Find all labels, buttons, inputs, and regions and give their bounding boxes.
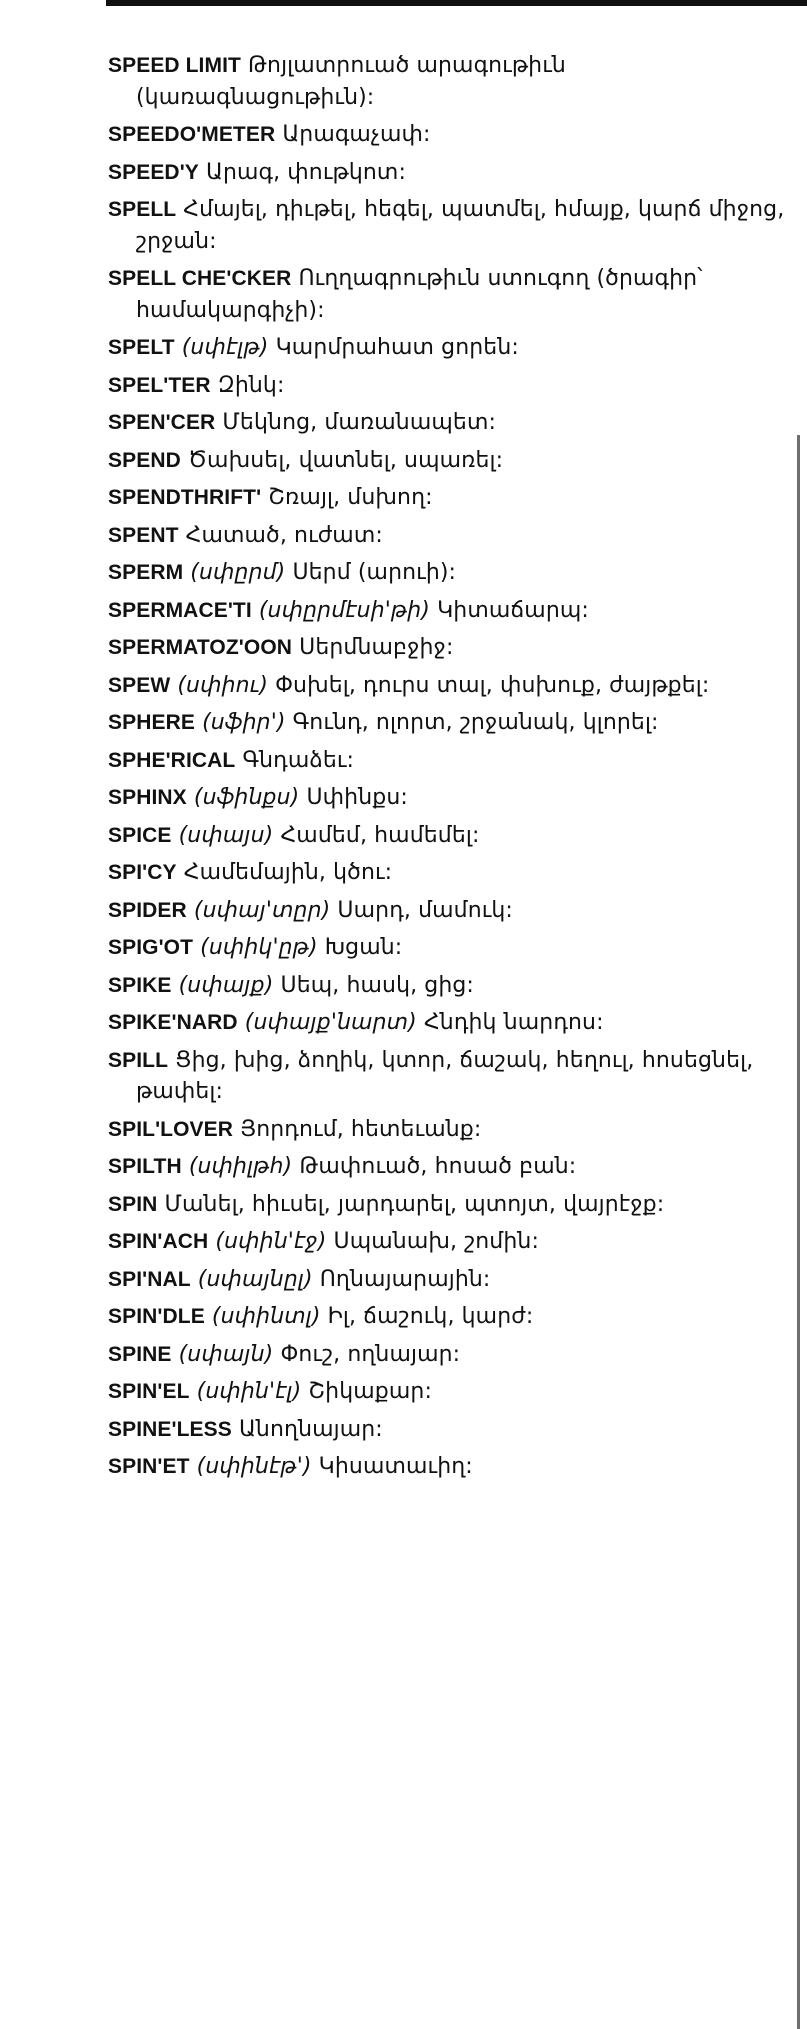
dictionary-entry bbox=[108, 194, 790, 257]
entry-pronunciation: (սփայք'նարտ) bbox=[244, 1010, 417, 1035]
dictionary-entry bbox=[108, 595, 790, 627]
entry-pronunciation: (սֆիր') bbox=[202, 710, 286, 735]
dictionary-entry bbox=[108, 670, 790, 702]
entry-headword: SPEL'TER bbox=[108, 373, 211, 397]
entry-headword: SPINE'LESS bbox=[108, 1417, 232, 1441]
dictionary-entry bbox=[108, 745, 790, 777]
dictionary-entry bbox=[108, 1451, 790, 1483]
dictionary-entry bbox=[108, 1339, 790, 1371]
entry-definition: Ողնայարային: bbox=[319, 1266, 491, 1292]
dictionary-entry bbox=[108, 1264, 790, 1296]
dictionary-entry bbox=[108, 1414, 790, 1446]
entry-headword: SPIN bbox=[108, 1192, 158, 1216]
entry-pronunciation: (սփայք) bbox=[178, 972, 274, 998]
dictionary-entry bbox=[108, 119, 790, 151]
entry-pronunciation: (սփին'էջ) bbox=[215, 1229, 327, 1254]
entry-pronunciation: (սփըրմ) bbox=[190, 560, 286, 585]
entry-definition: Շիկաքար: bbox=[308, 1379, 432, 1404]
entry-headword: SPILTH bbox=[108, 1155, 182, 1178]
entry-definition: Կիտաճարպ: bbox=[437, 597, 589, 623]
entry-definition: Գնդաձեւ: bbox=[242, 747, 355, 773]
entry-definition: Հատած, ուժատ: bbox=[185, 522, 383, 548]
entry-definition: Սեպ, հասկ, ցից: bbox=[280, 972, 474, 998]
entry-headword: SPELL CHE'CKER bbox=[108, 267, 292, 290]
entry-headword: SPIN'ACH bbox=[108, 1230, 209, 1253]
dictionary-entry bbox=[108, 970, 790, 1002]
entry-headword: SPEN'CER bbox=[108, 411, 216, 434]
entry-headword: SPICE bbox=[108, 823, 172, 847]
entry-definition: Մանել, հիւսել, յարդարել, պտոյտ, վայրէջք: bbox=[164, 1191, 665, 1217]
entry-definition: Համեմային, կծու: bbox=[183, 860, 393, 885]
entry-headword: SPIKE bbox=[108, 973, 172, 997]
dictionary-entry bbox=[108, 1376, 790, 1408]
dictionary-entry bbox=[108, 782, 790, 814]
entry-definition: Շռայլ, մսխող: bbox=[268, 485, 433, 510]
entry-headword: SPERM bbox=[108, 561, 184, 584]
entry-definition: Հնդիկ նարդոս: bbox=[423, 1010, 604, 1035]
dictionary-entry bbox=[108, 1226, 790, 1258]
entry-pronunciation: (սփայնըլ) bbox=[197, 1266, 313, 1292]
entry-definition: Սերմ (արուի): bbox=[292, 560, 457, 585]
entry-headword: SPEND bbox=[108, 448, 181, 472]
entry-pronunciation: (սփիու) bbox=[177, 672, 269, 698]
dictionary-entry bbox=[108, 820, 790, 852]
entry-pronunciation: (սփըրմէսի'թի) bbox=[258, 597, 430, 623]
entry-headword: SPIKE'NARD bbox=[108, 1011, 238, 1034]
entry-pronunciation: (սփին'էլ) bbox=[196, 1379, 302, 1404]
column-rule bbox=[797, 435, 800, 2029]
entry-headword: SPI'NAL bbox=[108, 1267, 191, 1291]
entry-headword: SPIN'ET bbox=[108, 1455, 190, 1478]
dictionary-entry bbox=[108, 1151, 790, 1183]
entry-definition: Ուղղագրութիւն ստուգող (ծրագիր՝ համակարգիչի): bbox=[136, 266, 703, 323]
entry-definition: Համեմ, համեմել: bbox=[280, 822, 480, 848]
entry-definition: Գունդ, ոլորտ, շրջանակ, կլորել: bbox=[292, 710, 659, 735]
entry-headword: SPIL'LOVER bbox=[108, 1117, 234, 1141]
dictionary-entry bbox=[108, 557, 790, 589]
entry-definition: Մեկնոց, մառանապետ: bbox=[222, 410, 496, 435]
dictionary-column bbox=[108, 50, 790, 1489]
entry-definition: Արագաչափ: bbox=[282, 122, 431, 147]
entry-headword: SPHINX bbox=[108, 786, 187, 809]
entry-pronunciation: (սփայ'տըր) bbox=[193, 897, 331, 923]
entry-definition: Փսխել, դուրս տալ, փսխուք, ժայթքել: bbox=[275, 672, 710, 698]
top-rule bbox=[106, 0, 807, 6]
dictionary-entry bbox=[108, 50, 790, 113]
dictionary-entry bbox=[108, 707, 790, 739]
entry-pronunciation: (սփիկ'ըթ) bbox=[200, 935, 318, 960]
entry-headword: SPEEDO'METER bbox=[108, 123, 276, 146]
entry-headword: SPERMATOZ'OON bbox=[108, 636, 293, 659]
entry-pronunciation: (սփայս) bbox=[178, 822, 274, 848]
entry-definition: Ծախսել, վատնել, սպառել: bbox=[187, 447, 504, 473]
entry-headword: SPELL bbox=[108, 198, 177, 221]
entry-definition: Կիսատաւիղ: bbox=[318, 1454, 473, 1479]
entry-pronunciation: (սփինէթ') bbox=[196, 1454, 312, 1479]
entry-headword: SPINE bbox=[108, 1342, 172, 1366]
entry-headword: SPIG'OT bbox=[108, 936, 194, 959]
entry-definition: Խցան: bbox=[324, 935, 403, 960]
dictionary-entry bbox=[108, 445, 790, 477]
entry-headword: SPEW bbox=[108, 673, 171, 697]
dictionary-entry bbox=[108, 520, 790, 552]
dictionary-entry bbox=[108, 1114, 790, 1146]
entry-definition: Անողնայար: bbox=[238, 1416, 383, 1442]
entry-headword: SPERMACE'TI bbox=[108, 598, 252, 622]
entry-definition: Յորդում, հետեւանք: bbox=[240, 1116, 482, 1142]
dictionary-entry bbox=[108, 1189, 790, 1221]
entry-definition: Թափուած, հոսած բան: bbox=[299, 1154, 577, 1179]
entry-definition: Թոյլատրուած արագութիւն (կառագնացութիւն): bbox=[136, 53, 566, 110]
dictionary-entry bbox=[108, 332, 790, 364]
entry-pronunciation: (սփէլթ) bbox=[181, 335, 269, 360]
entry-definition: Փուշ, ողնայար: bbox=[280, 1341, 461, 1367]
dictionary-entry bbox=[108, 857, 790, 889]
entry-headword: SPENT bbox=[108, 523, 179, 547]
entry-headword: SPENDTHRIFT' bbox=[108, 486, 262, 509]
entry-definition: Սպանախ, շոմին: bbox=[333, 1229, 539, 1254]
entry-definition: Սփինքս: bbox=[306, 785, 408, 810]
entry-definition: Սերմնաբջիջ: bbox=[299, 635, 454, 660]
entry-pronunciation: (սֆինքս) bbox=[193, 785, 300, 810]
dictionary-entry bbox=[108, 157, 790, 189]
dictionary-entry bbox=[108, 632, 790, 664]
dictionary-entry bbox=[108, 263, 790, 326]
entry-headword: SPILL bbox=[108, 1048, 169, 1072]
dictionary-entry bbox=[108, 1301, 790, 1333]
entry-definition: Հմայել, դիւթել, հեգել, պատմել, հմայք, կարճ միջոց, շրջան: bbox=[136, 197, 785, 254]
entry-headword: SPHERE bbox=[108, 711, 195, 734]
dictionary-entry bbox=[108, 407, 790, 439]
dictionary-entry bbox=[108, 895, 790, 927]
entry-definition: Արագ, փութկոտ: bbox=[206, 159, 406, 185]
entry-headword: SPEED'Y bbox=[108, 160, 199, 184]
entry-pronunciation: (սփայն) bbox=[178, 1341, 274, 1367]
dictionary-entry bbox=[108, 482, 790, 514]
entry-headword: SPHE'RICAL bbox=[108, 748, 236, 772]
entry-definition: Ցից, խից, ձողիկ, կտոր, ճաշակ, հեղուլ, հոսեցնել, թափել: bbox=[136, 1047, 754, 1104]
entry-headword: SPI'CY bbox=[108, 861, 177, 884]
entry-pronunciation: (սփիլթհ) bbox=[188, 1154, 293, 1179]
entry-definition: Զինկ: bbox=[217, 372, 285, 398]
entry-headword: SPIDER bbox=[108, 898, 187, 922]
entry-definition: Իլ, ճաշուկ, կարժ: bbox=[327, 1304, 534, 1329]
entry-headword: SPEED LIMIT bbox=[108, 54, 241, 77]
entry-headword: SPIN'EL bbox=[108, 1380, 190, 1403]
dictionary-entry bbox=[108, 932, 790, 964]
entry-headword: SPIN'DLE bbox=[108, 1305, 205, 1328]
entry-definition: Կարմրահատ ցորեն: bbox=[275, 335, 519, 360]
entry-headword: SPELT bbox=[108, 336, 175, 359]
dictionary-entry bbox=[108, 1007, 790, 1039]
entry-definition: Սարդ, մամուկ: bbox=[337, 897, 513, 923]
dictionary-entry bbox=[108, 1045, 790, 1108]
dictionary-entry bbox=[108, 370, 790, 402]
entry-pronunciation: (սփինտլ) bbox=[211, 1304, 321, 1329]
